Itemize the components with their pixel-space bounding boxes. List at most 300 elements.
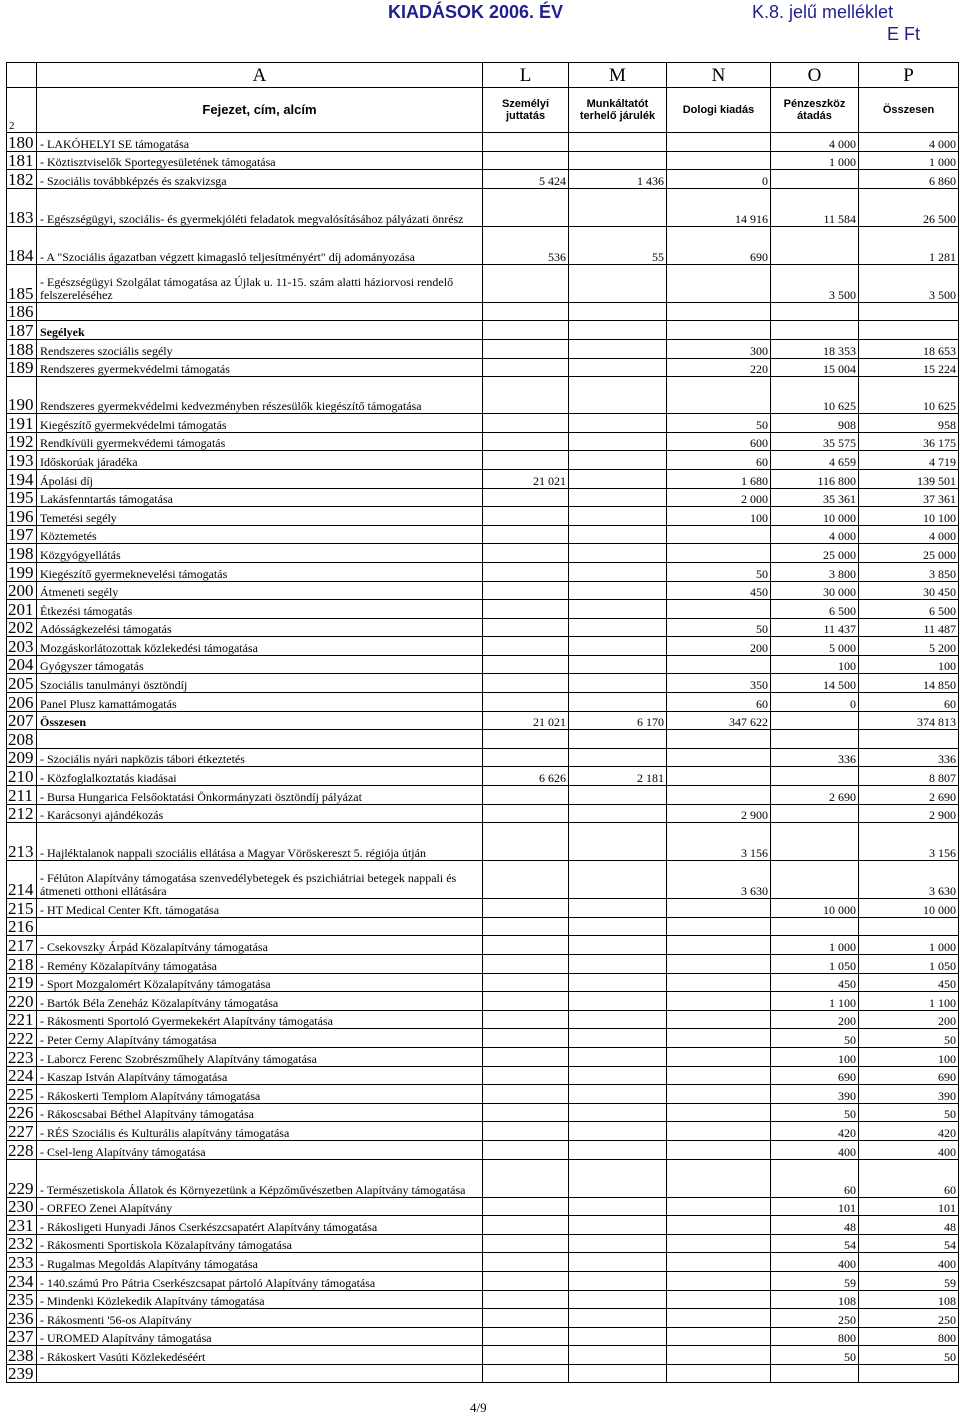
total-value: 108 [859, 1290, 959, 1309]
row-number: 226 [7, 1103, 37, 1122]
row-label: - ORFEO Zenei Alapítvány [37, 1197, 483, 1216]
row-label: - Sport Mozgalomért Közalapítvány támogatása [37, 973, 483, 992]
material-value: 3 630 [667, 861, 771, 899]
total-value: 6 500 [859, 600, 959, 619]
material-value [667, 133, 771, 152]
contribution-value [569, 917, 667, 936]
material-value: 450 [667, 581, 771, 600]
table-row [7, 133, 959, 152]
transfer-value: 35 361 [771, 488, 859, 507]
personal-value [483, 1327, 569, 1346]
material-value: 3 156 [667, 823, 771, 861]
row-number: 222 [7, 1029, 37, 1048]
row-label: - Csekovszky Árpád Közalapítvány támogatása [37, 936, 483, 955]
contribution-value [569, 1085, 667, 1104]
personal-value: 21 021 [483, 469, 569, 488]
personal-value [483, 1103, 569, 1122]
material-value: 50 [667, 562, 771, 581]
row-label: - Kaszap István Alapítvány támogatása [37, 1066, 483, 1085]
transfer-value: 11 584 [771, 188, 859, 226]
transfer-value: 10 000 [771, 899, 859, 918]
total-value: 30 450 [859, 581, 959, 600]
table-row [7, 1010, 959, 1029]
total-value: 3 850 [859, 562, 959, 581]
contribution-value [569, 1103, 667, 1122]
row-label: - Rákoskert Vasúti Közlekedéséért [37, 1346, 483, 1365]
row-number: 212 [7, 804, 37, 823]
row-number: 194 [7, 469, 37, 488]
personal-value [483, 525, 569, 544]
row-label: - Hajléktalanok nappali szociális ellátása a Magyar Vöröskereszt 5. régiója útján [37, 823, 483, 861]
row-label: - UROMED Alapítvány támogatása [37, 1327, 483, 1346]
transfer-value: 336 [771, 748, 859, 767]
table-row [7, 711, 959, 730]
table-row [7, 955, 959, 974]
personal-value: 6 626 [483, 767, 569, 786]
transfer-value [771, 861, 859, 899]
row-label: Rendszeres gyermekvédelmi támogatás [37, 358, 483, 377]
contribution-value [569, 151, 667, 170]
transfer-value: 30 000 [771, 581, 859, 600]
row-number: 198 [7, 544, 37, 563]
transfer-value [771, 711, 859, 730]
column-header-total: Összesen [859, 88, 959, 133]
row-number: 211 [7, 786, 37, 805]
row-number: 223 [7, 1047, 37, 1066]
total-value: 101 [859, 1197, 959, 1216]
personal-value [483, 188, 569, 226]
total-value: 4 719 [859, 451, 959, 470]
total-value: 6 860 [859, 170, 959, 189]
row-number: 185 [7, 264, 37, 302]
transfer-value: 50 [771, 1029, 859, 1048]
personal-value [483, 1290, 569, 1309]
personal-value [483, 917, 569, 936]
total-value: 60 [859, 1159, 959, 1197]
contribution-value [569, 414, 667, 433]
contribution-value [569, 1290, 667, 1309]
row-label: Rendszeres szociális segély [37, 339, 483, 358]
transfer-value: 2 690 [771, 786, 859, 805]
material-value [667, 302, 771, 321]
table-row [7, 748, 959, 767]
table-row [7, 525, 959, 544]
row-number: 233 [7, 1253, 37, 1272]
personal-value [483, 730, 569, 749]
transfer-value: 4 000 [771, 133, 859, 152]
transfer-value [771, 823, 859, 861]
row-label: Rendkívüli gyermekvédemi támogatás [37, 432, 483, 451]
contribution-value [569, 748, 667, 767]
contribution-value [569, 1327, 667, 1346]
row-label: Kiegészítő gyermeknevelési támogatás [37, 562, 483, 581]
total-value: 336 [859, 748, 959, 767]
contribution-value [569, 655, 667, 674]
personal-value [483, 1122, 569, 1141]
total-value: 48 [859, 1216, 959, 1235]
row-number: 192 [7, 432, 37, 451]
personal-value [483, 1029, 569, 1048]
personal-value [483, 1066, 569, 1085]
total-value: 15 224 [859, 358, 959, 377]
row-label: Mozgáskorlátozottak közlekedési támogatása [37, 637, 483, 656]
table-row [7, 1085, 959, 1104]
transfer-value: 116 800 [771, 469, 859, 488]
total-value: 2 690 [859, 786, 959, 805]
transfer-value: 60 [771, 1159, 859, 1197]
row-number: 213 [7, 823, 37, 861]
row-number: 193 [7, 451, 37, 470]
table-row [7, 507, 959, 526]
total-value: 36 175 [859, 432, 959, 451]
transfer-value [771, 917, 859, 936]
total-value: 450 [859, 973, 959, 992]
transfer-value: 4 000 [771, 525, 859, 544]
table-row [7, 1122, 959, 1141]
material-value [667, 1253, 771, 1272]
row-label: - Bartók Béla Zeneház Közalapítvány támogatása [37, 992, 483, 1011]
transfer-value: 48 [771, 1216, 859, 1235]
column-letter: O [771, 63, 859, 88]
row-label: Átmeneti segély [37, 581, 483, 600]
row-label: - HT Medical Center Kft. támogatása [37, 899, 483, 918]
expenditure-table [6, 62, 959, 1383]
material-value [667, 1010, 771, 1029]
transfer-value [771, 321, 859, 340]
material-value [667, 600, 771, 619]
material-value: 100 [667, 507, 771, 526]
material-value [667, 525, 771, 544]
table-row [7, 469, 959, 488]
material-value: 14 916 [667, 188, 771, 226]
contribution-value [569, 321, 667, 340]
row-label: - Remény Közalapítvány támogatása [37, 955, 483, 974]
material-value: 350 [667, 674, 771, 693]
contribution-value [569, 339, 667, 358]
personal-value [483, 955, 569, 974]
total-value: 200 [859, 1010, 959, 1029]
transfer-value: 15 004 [771, 358, 859, 377]
total-value: 139 501 [859, 469, 959, 488]
material-value [667, 1234, 771, 1253]
personal-value [483, 151, 569, 170]
contribution-value [569, 1309, 667, 1328]
personal-value [483, 358, 569, 377]
row-number: 203 [7, 637, 37, 656]
row-label [37, 1364, 483, 1383]
table-row [7, 1140, 959, 1159]
personal-value [483, 1159, 569, 1197]
transfer-value: 250 [771, 1309, 859, 1328]
contribution-value [569, 1140, 667, 1159]
personal-value [483, 1309, 569, 1328]
personal-value [483, 264, 569, 302]
contribution-value [569, 302, 667, 321]
row-number: 216 [7, 917, 37, 936]
total-value: 37 361 [859, 488, 959, 507]
material-value [667, 1197, 771, 1216]
personal-value [483, 1234, 569, 1253]
contribution-value [569, 1029, 667, 1048]
row-label: - Szociális nyári napközis tábori étkeztetés [37, 748, 483, 767]
column-header-personal: Személyi juttatás [483, 88, 569, 133]
transfer-value: 908 [771, 414, 859, 433]
table-row [7, 321, 959, 340]
material-value [667, 1159, 771, 1197]
transfer-value: 1 050 [771, 955, 859, 974]
row-label: - Csel-leng Alapítvány támogatása [37, 1140, 483, 1159]
transfer-value: 800 [771, 1327, 859, 1346]
table-row [7, 1103, 959, 1122]
personal-value [483, 432, 569, 451]
row-label: - Félúton Alapítvány támogatása szenvedélybetegek és pszichiátriai betegek nappali és átmeneti otthoni ellátására [37, 861, 483, 899]
table-row [7, 488, 959, 507]
column-header-row [7, 88, 959, 133]
row-number: 182 [7, 170, 37, 189]
personal-value [483, 1346, 569, 1365]
transfer-value: 0 [771, 693, 859, 712]
contribution-value [569, 674, 667, 693]
material-value: 600 [667, 432, 771, 451]
transfer-value: 390 [771, 1085, 859, 1104]
total-value: 1 100 [859, 992, 959, 1011]
row-label: Közgyógyellátás [37, 544, 483, 563]
transfer-value: 50 [771, 1103, 859, 1122]
material-value: 200 [667, 637, 771, 656]
row-label: Temetési segély [37, 507, 483, 526]
row-number: 234 [7, 1271, 37, 1290]
row-label: Étkezési támogatás [37, 600, 483, 619]
transfer-value: 101 [771, 1197, 859, 1216]
personal-value [483, 1197, 569, 1216]
personal-value [483, 133, 569, 152]
table-row [7, 1346, 959, 1365]
table-row [7, 786, 959, 805]
row-number: 195 [7, 488, 37, 507]
total-value: 420 [859, 1122, 959, 1141]
table-row [7, 302, 959, 321]
row-number: 201 [7, 600, 37, 619]
row-label: - LAKÓHELYI SE támogatása [37, 133, 483, 152]
contribution-value [569, 525, 667, 544]
personal-value [483, 1253, 569, 1272]
contribution-value [569, 992, 667, 1011]
total-value [859, 1364, 959, 1383]
personal-value: 536 [483, 226, 569, 264]
table-row [7, 1290, 959, 1309]
personal-value [483, 786, 569, 805]
personal-value [483, 1140, 569, 1159]
row-number: 183 [7, 188, 37, 226]
material-value [667, 1364, 771, 1383]
row-number: 206 [7, 693, 37, 712]
contribution-value [569, 1047, 667, 1066]
row-number: 231 [7, 1216, 37, 1235]
row-number: 207 [7, 711, 37, 730]
contribution-value [569, 693, 667, 712]
row-label: Ápolási díj [37, 469, 483, 488]
contribution-value [569, 562, 667, 581]
transfer-value: 3 800 [771, 562, 859, 581]
total-value: 50 [859, 1029, 959, 1048]
row-label: Adósságkezelési támogatás [37, 618, 483, 637]
material-value: 347 622 [667, 711, 771, 730]
row-label [37, 730, 483, 749]
row-number: 199 [7, 562, 37, 581]
personal-value [483, 655, 569, 674]
total-value: 5 200 [859, 637, 959, 656]
row-number: 237 [7, 1327, 37, 1346]
table-row [7, 637, 959, 656]
personal-value [483, 507, 569, 526]
total-value: 1 000 [859, 151, 959, 170]
personal-value [483, 992, 569, 1011]
row-number: 196 [7, 507, 37, 526]
document-title: KIADÁSOK 2006. ÉV [388, 2, 564, 22]
row-number: 218 [7, 955, 37, 974]
contribution-value [569, 1197, 667, 1216]
transfer-value: 10 000 [771, 507, 859, 526]
total-value: 100 [859, 1047, 959, 1066]
transfer-value: 54 [771, 1234, 859, 1253]
total-value: 60 [859, 693, 959, 712]
material-value [667, 544, 771, 563]
column-letter [7, 63, 37, 88]
row-number: 188 [7, 339, 37, 358]
material-value [667, 1103, 771, 1122]
material-value [667, 917, 771, 936]
transfer-value [771, 804, 859, 823]
table-row [7, 655, 959, 674]
table-row [7, 358, 959, 377]
table-row [7, 1047, 959, 1066]
transfer-value [771, 302, 859, 321]
row-label: - RÉS Szociális és Kulturális alapítvány támogatása [37, 1122, 483, 1141]
personal-value [483, 804, 569, 823]
contribution-value [569, 600, 667, 619]
table-row [7, 730, 959, 749]
total-value: 4 000 [859, 525, 959, 544]
row-label: - Rákoscsabai Béthel Alapítvány támogatása [37, 1103, 483, 1122]
row-number: 204 [7, 655, 37, 674]
row-number: 181 [7, 151, 37, 170]
row-number: 224 [7, 1066, 37, 1085]
total-value: 250 [859, 1309, 959, 1328]
total-value: 14 850 [859, 674, 959, 693]
table-row [7, 823, 959, 861]
annex-label: K.8. jelű melléklet [752, 2, 894, 22]
table-row [7, 1253, 959, 1272]
material-value: 50 [667, 618, 771, 637]
material-value: 60 [667, 693, 771, 712]
row-number: 209 [7, 748, 37, 767]
table-row [7, 674, 959, 693]
table-row [7, 1029, 959, 1048]
table-row [7, 1327, 959, 1346]
row-number: 219 [7, 973, 37, 992]
total-value: 50 [859, 1346, 959, 1365]
row-label: - Rákosligeti Hunyadi János Cserkészcsapatért Alapítvány támogatása [37, 1216, 483, 1235]
row-label: - A "Szociális ágazatban végzett kimagasló teljesítményért" díj adományozása [37, 226, 483, 264]
personal-value [483, 748, 569, 767]
contribution-value: 1 436 [569, 170, 667, 189]
contribution-value [569, 618, 667, 637]
table-row [7, 1066, 959, 1085]
row-number: 217 [7, 936, 37, 955]
transfer-value: 11 437 [771, 618, 859, 637]
table-row [7, 544, 959, 563]
transfer-value: 6 500 [771, 600, 859, 619]
material-value [667, 264, 771, 302]
transfer-value: 100 [771, 655, 859, 674]
personal-value [483, 414, 569, 433]
transfer-value: 100 [771, 1047, 859, 1066]
contribution-value [569, 581, 667, 600]
row-label: - Laborcz Ferenc Szobrészműhely Alapítvány támogatása [37, 1047, 483, 1066]
total-value [859, 730, 959, 749]
row-label: - Mindenki Közlekedik Alapítvány támogatása [37, 1290, 483, 1309]
total-value: 400 [859, 1140, 959, 1159]
transfer-value [771, 1364, 859, 1383]
row-number-header: 2 [7, 88, 37, 133]
transfer-value: 4 659 [771, 451, 859, 470]
personal-value [483, 562, 569, 581]
row-number: 220 [7, 992, 37, 1011]
total-value [859, 321, 959, 340]
row-label: Szociális tanulmányi ösztöndíj [37, 674, 483, 693]
row-label [37, 917, 483, 936]
personal-value [483, 618, 569, 637]
material-value [667, 377, 771, 414]
contribution-value [569, 804, 667, 823]
transfer-value: 3 500 [771, 264, 859, 302]
table-row [7, 1234, 959, 1253]
contribution-value [569, 1364, 667, 1383]
personal-value: 21 021 [483, 711, 569, 730]
transfer-value: 59 [771, 1271, 859, 1290]
total-value: 50 [859, 1103, 959, 1122]
page-number: 4/9 [470, 1400, 487, 1415]
total-value: 59 [859, 1271, 959, 1290]
row-number: 200 [7, 581, 37, 600]
total-value: 390 [859, 1085, 959, 1104]
total-value: 374 813 [859, 711, 959, 730]
personal-value [483, 451, 569, 470]
transfer-value [771, 730, 859, 749]
transfer-value [771, 170, 859, 189]
personal-value [483, 1047, 569, 1066]
material-value [667, 1047, 771, 1066]
row-label: - Rákosmenti Sportiskola Közalapítvány támogatása [37, 1234, 483, 1253]
column-letter: P [859, 63, 959, 88]
material-value [667, 1290, 771, 1309]
column-header-chapter: Fejezet, cím, alcím [37, 88, 483, 133]
total-value: 1 000 [859, 936, 959, 955]
contribution-value [569, 1234, 667, 1253]
personal-value [483, 488, 569, 507]
transfer-value [771, 767, 859, 786]
total-value: 3 630 [859, 861, 959, 899]
total-value: 54 [859, 1234, 959, 1253]
row-label: - Karácsonyi ajándékozás [37, 804, 483, 823]
row-number: 221 [7, 1010, 37, 1029]
table-row [7, 188, 959, 226]
contribution-value [569, 544, 667, 563]
material-value [667, 151, 771, 170]
contribution-value: 6 170 [569, 711, 667, 730]
contribution-value [569, 377, 667, 414]
contribution-value [569, 451, 667, 470]
